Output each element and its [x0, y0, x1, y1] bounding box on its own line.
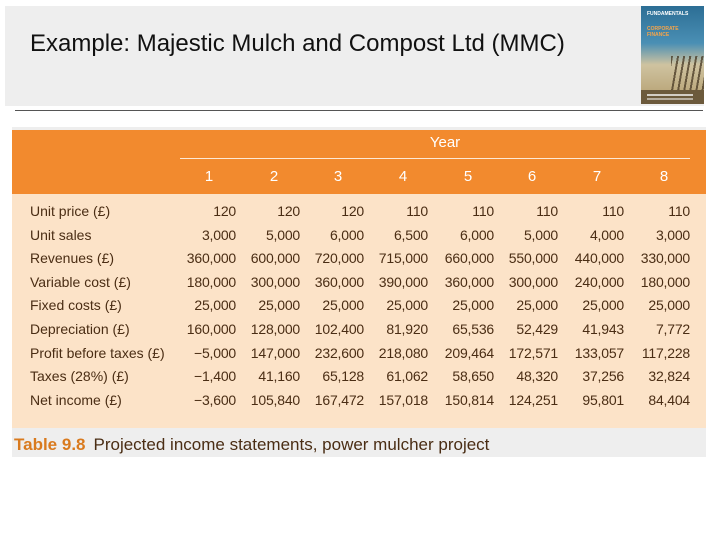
- table-cell: 120: [277, 203, 300, 219]
- slide-title: Example: Majestic Mulch and Compost Ltd (MMC): [30, 30, 565, 57]
- table-cell: 110: [406, 203, 428, 219]
- table-cell: 81,920: [386, 321, 428, 337]
- column-header-year-6: 6: [527, 168, 537, 185]
- table-cell: 660,000: [444, 250, 494, 266]
- table-cell: 110: [472, 203, 494, 219]
- table-cell: 6,500: [393, 227, 428, 243]
- table-cell: 390,000: [378, 274, 428, 290]
- table-cell: 48,320: [516, 368, 558, 384]
- table-cell: 160,000: [186, 321, 236, 337]
- table-cell: 600,000: [250, 250, 300, 266]
- table-cell: 25,000: [322, 297, 364, 313]
- row-label: Depreciation (£): [30, 321, 130, 337]
- row-label: Net income (£): [30, 392, 122, 408]
- table-cell: 180,000: [640, 274, 690, 290]
- table-cell: 147,000: [250, 345, 300, 361]
- table-cell: 5,000: [523, 227, 558, 243]
- table-cell: 157,018: [378, 392, 428, 408]
- table-cell: 300,000: [250, 274, 300, 290]
- column-header-year-1: 1: [204, 168, 214, 185]
- caption-label: Table 9.8: [14, 435, 86, 454]
- table-cell: 5,000: [265, 227, 300, 243]
- caption-text: Projected income statements, power mulcher project: [93, 435, 490, 454]
- column-header-year-7: 7: [592, 168, 602, 185]
- table-cell: 360,000: [444, 274, 494, 290]
- table-cell: 232,600: [314, 345, 364, 361]
- table-cell: 167,472: [314, 392, 364, 408]
- table-cell: 25,000: [452, 297, 494, 313]
- table-cell: 124,251: [508, 392, 558, 408]
- table-cell: 25,000: [258, 297, 300, 313]
- table-cell: 180,000: [186, 274, 236, 290]
- table-caption: [14, 435, 704, 455]
- table-cell: 218,080: [378, 345, 428, 361]
- table-cell: 6,000: [329, 227, 364, 243]
- table-cell: 3,000: [201, 227, 236, 243]
- column-header-year-3: 3: [333, 168, 343, 185]
- table-cell: 65,536: [452, 321, 494, 337]
- table-cell: 65,128: [322, 368, 364, 384]
- table-cell: 330,000: [640, 250, 690, 266]
- book-subtitle: CORPORATE FINANCE: [647, 26, 679, 38]
- title-divider: [15, 110, 703, 111]
- table-cell: 3,000: [655, 227, 690, 243]
- table-cell: 120: [213, 203, 236, 219]
- book-title: FUNDAMENTALS: [647, 11, 689, 17]
- book-cover-image: [641, 6, 704, 104]
- table-cell: 720,000: [314, 250, 364, 266]
- table-cell: 61,062: [386, 368, 428, 384]
- table-cell: 32,824: [648, 368, 690, 384]
- table-cell: 52,429: [516, 321, 558, 337]
- table-cell: 102,400: [314, 321, 364, 337]
- header-rule: [180, 158, 690, 159]
- row-label: Taxes (28%) (£): [30, 368, 129, 384]
- table-cell: 209,464: [444, 345, 494, 361]
- fence-illustration: [671, 56, 704, 90]
- table-cell: 4,000: [589, 227, 624, 243]
- column-header-year-5: 5: [463, 168, 473, 185]
- year-header: Year: [429, 134, 461, 151]
- table-cell: 360,000: [314, 274, 364, 290]
- table-cell: 120: [341, 203, 364, 219]
- book-publisher-strip: [641, 90, 704, 104]
- column-header-year-2: 2: [269, 168, 279, 185]
- row-label: Unit price (£): [30, 203, 111, 219]
- table-cell: 25,000: [194, 297, 236, 313]
- table-cell: 110: [602, 203, 624, 219]
- table-cell: 128,000: [250, 321, 300, 337]
- table-cell: 41,943: [582, 321, 624, 337]
- table-cell: 84,404: [648, 392, 690, 408]
- table-cell: 95,801: [582, 392, 624, 408]
- table-cell: 300,000: [508, 274, 558, 290]
- table-cell: 172,571: [508, 345, 558, 361]
- table-cell: 25,000: [516, 297, 558, 313]
- row-label: Variable cost (£): [30, 274, 131, 290]
- table-cell: −3,600: [193, 392, 236, 408]
- table-cell: 110: [668, 203, 690, 219]
- table-cell: 240,000: [574, 274, 624, 290]
- table-cell: 110: [536, 203, 558, 219]
- table-cell: 440,000: [574, 250, 624, 266]
- column-header-year-4: 4: [398, 168, 408, 185]
- table-cell: 117,228: [641, 345, 690, 361]
- table-cell: 360,000: [186, 250, 236, 266]
- table-cell: 41,160: [258, 368, 300, 384]
- table-cell: 7,772: [655, 321, 690, 337]
- table-cell: 550,000: [508, 250, 558, 266]
- table-cell: −5,000: [193, 345, 236, 361]
- table-cell: 105,840: [250, 392, 300, 408]
- table-cell: 25,000: [648, 297, 690, 313]
- table-cell: 133,057: [574, 345, 624, 361]
- row-label: Revenues (£): [30, 250, 115, 266]
- table-cell: −1,400: [193, 368, 236, 384]
- table-cell: 37,256: [582, 368, 624, 384]
- table-cell: 6,000: [459, 227, 494, 243]
- table-cell: 715,000: [378, 250, 428, 266]
- table-cell: 25,000: [582, 297, 624, 313]
- row-label: Fixed costs (£): [30, 297, 122, 313]
- row-label: Profit before taxes (£): [30, 345, 165, 361]
- table-cell: 58,650: [452, 368, 494, 384]
- table-cell: 150,814: [444, 392, 494, 408]
- row-label: Unit sales: [30, 227, 92, 243]
- table-cell: 25,000: [386, 297, 428, 313]
- column-header-year-8: 8: [659, 168, 669, 185]
